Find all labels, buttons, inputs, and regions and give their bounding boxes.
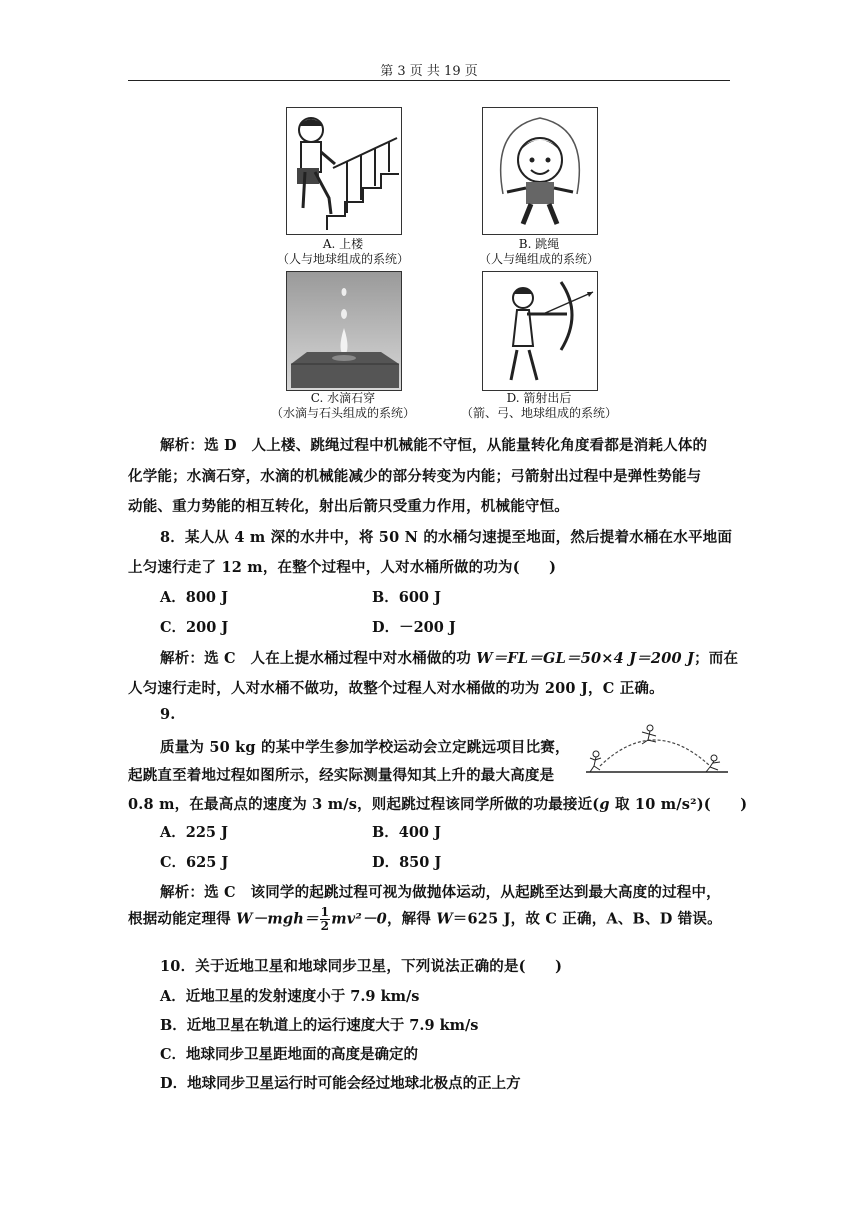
q9-stem-line1: 质量为 50 kg 的某中学生参加学校运动会立定跳远项目比赛， [160,739,570,756]
q10-option-a: A．近地卫星的发射速度小于 7.9 km/s [160,988,420,1005]
q8-option-b: B．600 J [372,589,441,606]
q9-number: 9. [160,706,176,723]
q9-long-jump-diagram [586,720,728,776]
q9-analysis-line2: 根据动能定理得 W－mgh＝ $\frac{1}{2}$ mv²－0，解得 W＝625 J，故 C 正确，A、B、D 错误。 [128,905,722,933]
q9-stem-line3: 0.8 m，在最高点的速度为 3 m/s，则起跳过程该同学所做的功最接近(g 取 10 m/s²)( ) [128,796,748,813]
q10-option-d: D．地球同步卫星运行时可能会经过地球北极点的正上方 [160,1075,521,1092]
q9-option-b: B．400 J [372,824,441,841]
q8-work-formula: W＝FL＝GL＝50×4 J＝200 J [476,650,695,667]
figure-d-archer [482,271,598,391]
q10-option-b: B．近地卫星在轨道上的运行速度大于 7.9 km/s [160,1017,479,1034]
analysis7-line1: 解析：选 D 人上楼、跳绳过程中机械能不守恒，从能量转化角度看都是消耗人体的 [160,437,708,454]
q9-option-a: A．225 J [160,824,228,841]
analysis7-line3: 动能、重力势能的相互转化，射出后箭只受重力作用，机械能守恒。 [128,498,569,515]
figure-c-caption: C. 水滴石穿 （水滴与石头组成的系统） [270,391,415,420]
header-divider [128,80,730,81]
q9-stem-line2: 起跳直至着地过程如图所示，经实际测量得知其上升的最大高度是 [128,767,555,784]
analysis7-line2: 化学能；水滴石穿，水滴的机械能减少的部分转变为内能；弓箭射出过程中是弹性势能与 [128,468,702,485]
figure-c-dripping-stone [286,271,402,391]
figure-d-caption: D. 箭射出后 （箭、弓、地球组成的系统） [460,391,617,420]
figure-a-climbing-stairs [286,107,402,235]
q10-stem: 10．关于近地卫星和地球同步卫星，下列说法正确的是( ) [160,958,563,975]
q10-option-c: C．地球同步卫星距地面的高度是确定的 [160,1046,419,1063]
figure-b-jump-rope [482,107,598,235]
q9-analysis-line1: 解析：选 C 该同学的起跳过程可视为做抛体运动，从起跳至达到最大高度的过程中， [160,884,721,901]
q9-fraction-one-half: $\frac{1}{2}$ [320,905,330,933]
q9-option-d: D．850 J [372,854,442,871]
q8-analysis-line1: 解析：选 C 人在上提水桶过程中对水桶做的功 W＝FL＝GL＝50×4 J＝200 J；而在 [160,650,739,667]
q8-option-a: A．800 J [160,589,228,606]
q8-option-d: D．－200 J [372,619,456,636]
figure-a-caption: A. 上楼 （人与地球组成的系统） [276,237,409,266]
q8-stem-line1: 8．某人从 4 m 深的水井中，将 50 N 的水桶匀速提至地面，然后提着水桶在水平地面 [160,529,733,546]
page-header: 第 3 页 共 19 页 [380,64,478,79]
q8-stem-line2: 上匀速行走了 12 m，在整个过程中，人对水桶所做的功为( ) [128,559,557,576]
q9-option-c: C．625 J [160,854,229,871]
q8-option-c: C．200 J [160,619,229,636]
figure-b-caption: B. 跳绳 （人与绳组成的系统） [478,237,599,266]
q8-analysis-line2: 人匀速行走时，人对水桶不做功，故整个过程人对水桶做的功为 200 J，C 正确。 [128,680,664,697]
